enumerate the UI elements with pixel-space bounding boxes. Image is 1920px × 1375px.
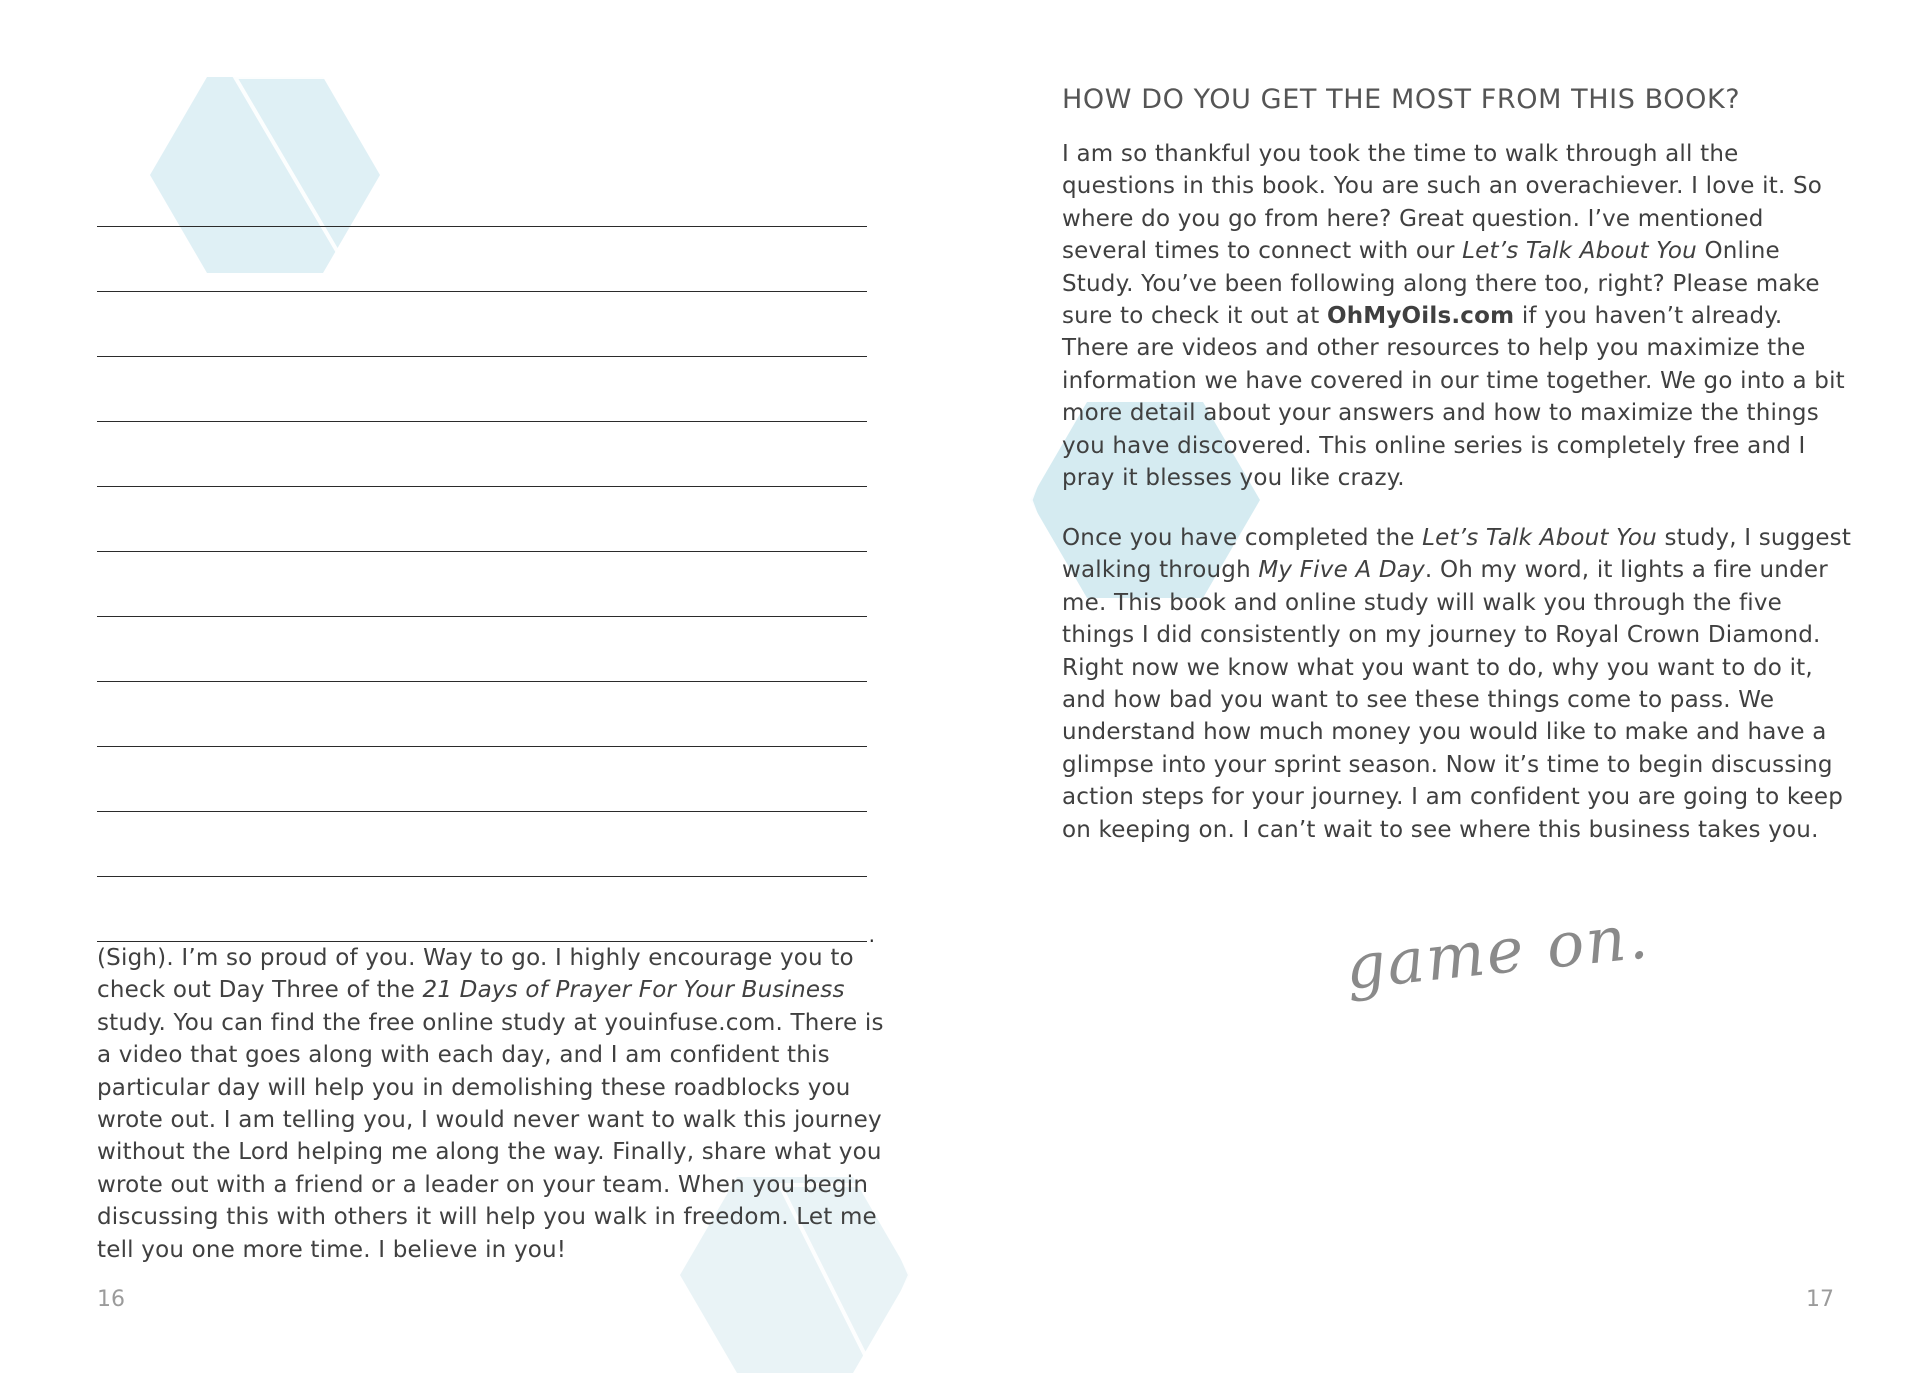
- writing-line[interactable]: [97, 162, 867, 227]
- paragraph-text: . Oh my word, it lights a fire under me. This book and online study will walk you through the five things I did consistently on my journey to Royal Crown Diamond. Right now we know what you want to do, why you want to do it, and how bad you want to see these things come to pass. We understand how much money you would like to make and have a glimpse into your sprint season. Now it’s time to begin discussing action steps for your journey. I am confident you are going to keep on keeping on. I can’t wait to see where this business takes you.: [1062, 557, 1844, 843]
- paragraph-text: study, I suggest walking through: [1062, 525, 1852, 584]
- writing-line[interactable]: [97, 747, 867, 812]
- page-number-left: 16: [97, 1287, 125, 1312]
- section-heading: HOW DO YOU GET THE MOST FROM THIS BOOK?: [1062, 84, 1741, 115]
- writing-line[interactable]: [97, 227, 867, 292]
- study-title: Let’s Talk About You: [1422, 525, 1657, 551]
- writing-lines: [97, 162, 875, 947]
- book-title: My Five A Day: [1258, 557, 1425, 584]
- study-title: 21 Days of Prayer For Your Business: [422, 977, 845, 1004]
- paragraph-text: Online Study. You’ve been following along there too, right? Please make sure to check it out at: [1062, 238, 1820, 330]
- left-page-paragraph: [97, 942, 897, 1266]
- writing-line[interactable]: [97, 682, 867, 747]
- study-title: Let’s Talk About You: [1462, 238, 1697, 265]
- writing-line[interactable]: [97, 487, 867, 552]
- writing-line[interactable]: [97, 617, 867, 682]
- paragraph-text: Once you have completed the: [1062, 525, 1423, 551]
- writing-line[interactable]: [97, 422, 867, 487]
- writing-line[interactable]: [97, 552, 867, 617]
- right-page-paragraph-1: [1062, 138, 1852, 494]
- writing-line[interactable]: [97, 877, 875, 947]
- right-page-paragraph-2: [1062, 522, 1852, 846]
- paragraph-text: (Sigh). I’m so proud of you. Way to go. I highly encourage you to check out Day Three of the: [97, 945, 854, 1004]
- writing-line[interactable]: [97, 812, 867, 877]
- line-end-mark: .: [868, 923, 875, 947]
- paragraph-text: study. You can find the free online study at youinfuse.com. There is a video that goes along with each day, and I am confident this particular day will help you in demolishing these roadblocks you wrote out. I am telling you, I would never want to walk this journey without the Lord helping me along the way. Finally, share what you wrote out with a friend or a leader on your team. When you begin discussing this with others it will help you walk in freedom. Let me tell you one more time. I believe in you!: [97, 1009, 884, 1263]
- paragraph-text: if you haven’t already. There are videos and other resources to help you maximize the information we have covered in our time together. We go into a bit more detail about your answers and how to maximize the things you have discovered. This online series is completely free and I pray it blesses you like crazy.: [1062, 303, 1845, 492]
- writing-line[interactable]: [97, 292, 867, 357]
- writing-line[interactable]: [97, 357, 867, 422]
- website-link[interactable]: OhMyOils.com: [1326, 303, 1515, 330]
- paragraph-text: I am so thankful you took the time to walk through all the questions in this book. You are such an overachiever. I love it. So where do you go from here? Great question. I’ve mentioned several times to connect with our: [1062, 141, 1823, 265]
- game-on-signature: game on.: [1342, 899, 1653, 1004]
- page-number-right: 17: [1806, 1287, 1834, 1312]
